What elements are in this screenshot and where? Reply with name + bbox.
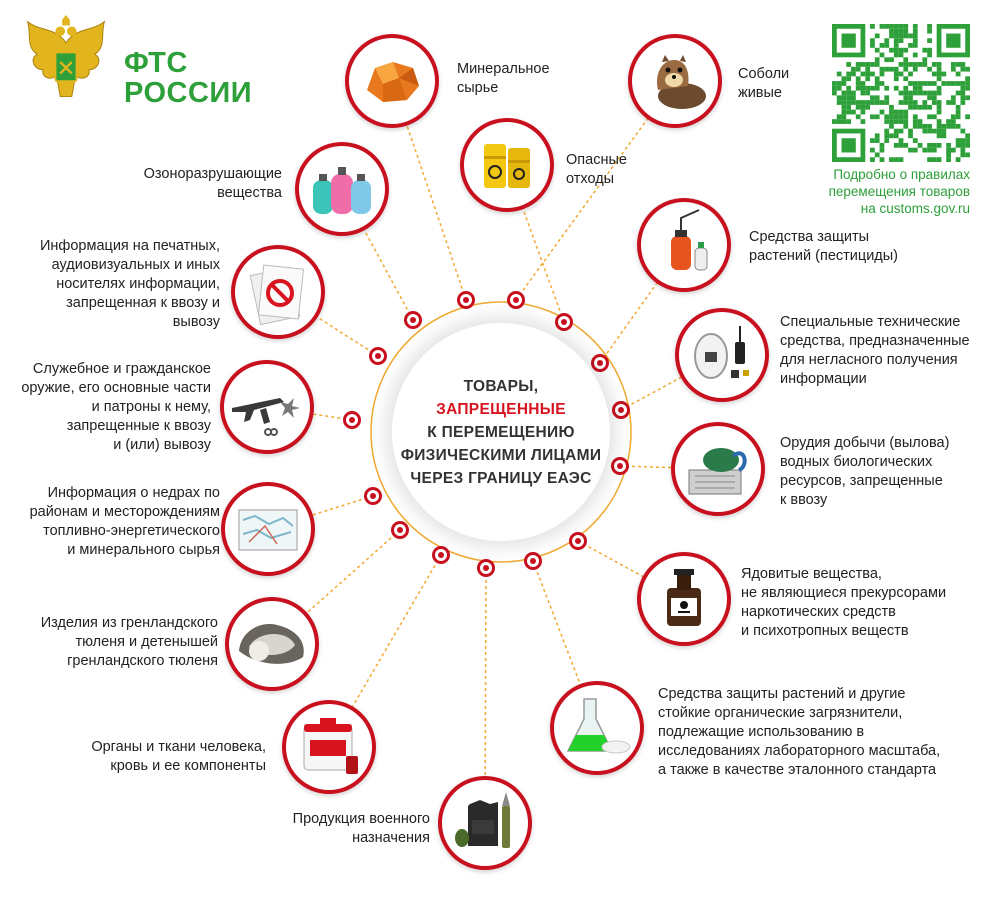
label-pesticides (749, 228, 898, 266)
label-line: Органы и ткани человека, (91, 739, 266, 755)
amber-stone-icon (349, 38, 435, 124)
qr-caption-line[interactable]: на customs.gov.ru (860, 201, 970, 216)
label-line: гренландского тюленя (67, 653, 218, 669)
label-military (220, 810, 430, 848)
bubble-mineral (345, 34, 439, 128)
poison-bottle-icon (641, 556, 727, 642)
center-title-line: ЧЕРЕЗ ГРАНИЦУ ЕАЭС (410, 469, 592, 487)
bubble-sable (628, 34, 722, 128)
label-line: Информация на печатных, (40, 238, 220, 254)
label-mineral (457, 60, 550, 98)
label-waste (566, 151, 627, 189)
ring-dot-center (617, 463, 623, 469)
label-line: вывозу (172, 314, 220, 330)
bubble-military (438, 776, 532, 870)
geological-map-icon (225, 486, 311, 572)
ring-dot-center (410, 317, 416, 323)
bubble-info (231, 245, 325, 339)
ring-dot-center (349, 417, 355, 423)
sable-icon (632, 38, 718, 124)
bubble-subsoil (221, 482, 315, 576)
ring-dot-center (370, 493, 376, 499)
label-line: Средства защиты растений и другие (658, 686, 906, 702)
label-line: запрещенные к ввозу (66, 418, 211, 434)
label-line: средства, предназначенные (780, 333, 970, 349)
label-line: исследованиях лабораторного масштаба, (658, 743, 941, 759)
bubble-waste (460, 118, 554, 212)
label-line: сырье (457, 80, 499, 96)
label-line: не являющиеся прекурсорами (741, 585, 947, 601)
prohibited-documents-icon (235, 249, 321, 335)
center-title-line: ФИЗИЧЕСКИМИ ЛИЦАМИ (400, 446, 602, 464)
label-line: Минеральное (457, 61, 550, 77)
bubble-organs (282, 700, 376, 794)
gas-cylinders-icon (299, 146, 385, 232)
label-line: живые (738, 85, 782, 101)
label-seal (10, 614, 218, 671)
lab-flask-icon (554, 685, 640, 771)
qr-caption (790, 166, 970, 217)
military-gear-icon (442, 780, 528, 866)
label-sable (738, 65, 789, 103)
label-line: Ядовитые вещества, (741, 566, 882, 582)
ring-dot-center (618, 407, 624, 413)
ring-dot-center (513, 297, 519, 303)
qr-caption-line: Подробно о правилах (833, 167, 970, 182)
label-line: наркотических средств (741, 604, 896, 620)
brand-line-2: РОССИИ (124, 77, 253, 109)
label-line: назначения (352, 830, 430, 846)
label-line: и минерального сырья (67, 542, 220, 558)
label-line: стойкие органические загрязнители, (658, 705, 903, 721)
sprayer-icon (641, 202, 727, 288)
label-line: ресурсов, запрещенные (780, 473, 943, 489)
label-line: кровь и ее компоненты (110, 758, 266, 774)
fishing-gear-icon (675, 426, 761, 512)
label-line: топливно-энергетического (43, 523, 220, 539)
label-line: а также в качестве эталонного стандарта (658, 762, 937, 778)
label-line: Продукция военного (292, 811, 430, 827)
label-line: тюленя и детенышей (75, 634, 218, 650)
organ-transport-box-icon (286, 704, 372, 790)
ring-dot-center (438, 552, 444, 558)
bubble-pollutants (550, 681, 644, 775)
label-organs (10, 738, 266, 776)
label-line: к ввозу (780, 492, 828, 508)
bubble-poison (637, 552, 731, 646)
label-weapons (10, 360, 211, 455)
label-ozone (100, 165, 282, 203)
label-line: оружие, его основные части (21, 380, 211, 396)
label-line: Информация о недрах по (47, 485, 220, 501)
center-title-highlight: ЗАПРЕЩЕННЫЕ (436, 400, 566, 418)
ring-dot-center (375, 353, 381, 359)
label-info (10, 237, 220, 332)
bubble-weapons (220, 360, 314, 454)
label-pollutants (658, 685, 940, 780)
label-line: вещества (217, 185, 282, 201)
label-line: Озоноразрушающие (143, 166, 282, 182)
label-line: районам и месторождениям (29, 504, 220, 520)
ring-dot-center (597, 360, 603, 366)
bubble-pesticides (637, 198, 731, 292)
ring-dot-center (575, 538, 581, 544)
center-title (392, 323, 610, 541)
hazardous-barrels-icon (464, 122, 550, 208)
label-line: отходы (566, 171, 615, 187)
weapons-icon (224, 364, 310, 450)
label-line: информации (780, 371, 867, 387)
bubble-seal (225, 597, 319, 691)
label-line: Средства защиты (749, 229, 870, 245)
ring-dot-center (530, 558, 536, 564)
label-line: водных биологических (780, 454, 933, 470)
double-headed-eagle-emblem-icon (18, 14, 114, 110)
spy-devices-icon (679, 312, 765, 398)
qr-code-icon[interactable] (832, 24, 970, 162)
label-line: Орудия добычи (вылова) (780, 435, 950, 451)
ring-dot-center (483, 565, 489, 571)
label-line: растений (пестициды) (749, 248, 899, 264)
seal-fur-icon (229, 601, 315, 687)
label-line: и патроны к нему, (91, 399, 211, 415)
brand-name (124, 48, 252, 108)
label-line: запрещенная к ввозу и (66, 295, 220, 311)
label-line: Соболи (738, 66, 790, 82)
bubble-spy (675, 308, 769, 402)
label-line: подлежащие использованию в (658, 724, 865, 740)
qr-caption-line: перемещения товаров (828, 184, 970, 199)
label-line: Опасные (566, 152, 627, 168)
label-spy (780, 313, 970, 389)
label-subsoil (10, 484, 220, 560)
label-line: Служебное и гражданское (32, 361, 211, 377)
center-title-line: ТОВАРЫ, (463, 377, 539, 395)
label-line: Специальные технические (780, 314, 961, 330)
label-line: и психотропных веществ (741, 623, 909, 639)
bubble-fishing (671, 422, 765, 516)
brand-line-1: ФТС (124, 47, 188, 79)
bubble-ozone (295, 142, 389, 236)
label-line: аудиовизуальных и иных (51, 257, 220, 273)
center-title-line: К ПЕРЕМЕЩЕНИЮ (427, 423, 575, 441)
label-line: Изделия из гренландского (40, 615, 218, 631)
ring-dot-center (463, 297, 469, 303)
ring-dot-center (397, 527, 403, 533)
label-line: носителях информации, (56, 276, 220, 292)
label-line: для негласного получения (780, 352, 958, 368)
label-fishing (780, 434, 949, 510)
label-line: и (или) вывозу (113, 437, 211, 453)
ring-dot-center (561, 319, 567, 325)
label-poison (741, 565, 946, 641)
